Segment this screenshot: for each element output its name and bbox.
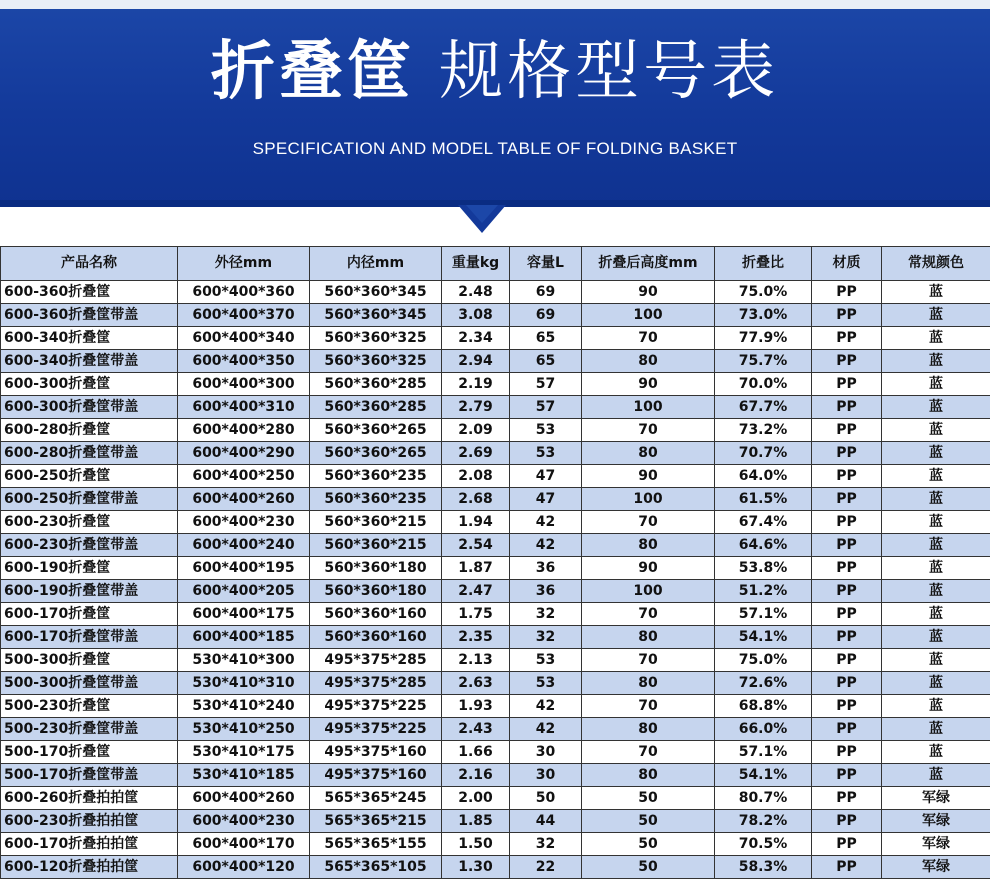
cell-fold-ratio: 77.9% (715, 327, 812, 350)
cell-material: PP (812, 350, 882, 373)
cell-material: PP (812, 488, 882, 511)
cell-material: PP (812, 580, 882, 603)
cell-color: 蓝 (882, 281, 990, 304)
cell-folded-height: 70 (582, 649, 715, 672)
cell-material: PP (812, 833, 882, 856)
cell-product-name: 600-360折叠筐带盖 (1, 304, 178, 327)
cell-weight: 2.13 (442, 649, 510, 672)
cell-folded-height: 70 (582, 419, 715, 442)
cell-weight: 1.85 (442, 810, 510, 833)
cell-folded-height: 100 (582, 304, 715, 327)
cell-outer-size: 600*400*350 (178, 350, 310, 373)
cell-color: 军绿 (882, 810, 990, 833)
cell-folded-height: 80 (582, 672, 715, 695)
cell-capacity: 42 (510, 511, 582, 534)
cell-weight: 2.69 (442, 442, 510, 465)
column-header-material: 材质 (812, 247, 882, 281)
cell-fold-ratio: 64.6% (715, 534, 812, 557)
cell-outer-size: 600*400*340 (178, 327, 310, 350)
cell-inner-size: 495*375*160 (310, 764, 442, 787)
cell-folded-height: 50 (582, 833, 715, 856)
cell-outer-size: 600*400*290 (178, 442, 310, 465)
cell-material: PP (812, 557, 882, 580)
cell-weight: 2.34 (442, 327, 510, 350)
cell-material: PP (812, 672, 882, 695)
cell-material: PP (812, 534, 882, 557)
cell-product-name: 600-300折叠筐 (1, 373, 178, 396)
title-spec-table: 规格型号表 (439, 35, 780, 109)
cell-color: 蓝 (882, 511, 990, 534)
cell-material: PP (812, 396, 882, 419)
cell-color: 蓝 (882, 465, 990, 488)
cell-product-name: 600-250折叠筐 (1, 465, 178, 488)
cell-inner-size: 565*365*215 (310, 810, 442, 833)
cell-outer-size: 600*400*205 (178, 580, 310, 603)
table-row (1, 442, 990, 465)
column-header-fold-ratio: 折叠比 (715, 247, 812, 281)
cell-fold-ratio: 67.7% (715, 396, 812, 419)
cell-inner-size: 560*360*235 (310, 488, 442, 511)
cell-material: PP (812, 465, 882, 488)
cell-folded-height: 100 (582, 488, 715, 511)
cell-fold-ratio: 58.3% (715, 856, 812, 879)
cell-fold-ratio: 61.5% (715, 488, 812, 511)
cell-capacity: 30 (510, 764, 582, 787)
cell-color: 蓝 (882, 419, 990, 442)
cell-capacity: 47 (510, 488, 582, 511)
column-header-inner-size: 内径mm (310, 247, 442, 281)
cell-folded-height: 90 (582, 281, 715, 304)
cell-fold-ratio: 72.6% (715, 672, 812, 695)
table-row (1, 626, 990, 649)
cell-weight: 2.68 (442, 488, 510, 511)
column-header-outer-size: 外径mm (178, 247, 310, 281)
cell-folded-height: 80 (582, 764, 715, 787)
table-row (1, 649, 990, 672)
cell-color: 蓝 (882, 488, 990, 511)
cell-inner-size: 495*375*160 (310, 741, 442, 764)
table-row (1, 327, 990, 350)
cell-inner-size: 560*360*345 (310, 281, 442, 304)
cell-outer-size: 600*400*120 (178, 856, 310, 879)
cell-outer-size: 600*400*250 (178, 465, 310, 488)
table-row (1, 764, 990, 787)
cell-folded-height: 80 (582, 534, 715, 557)
cell-folded-height: 80 (582, 442, 715, 465)
cell-capacity: 36 (510, 580, 582, 603)
table-body (1, 281, 990, 879)
cell-color: 蓝 (882, 764, 990, 787)
table-row (1, 488, 990, 511)
cell-weight: 2.09 (442, 419, 510, 442)
cell-weight: 2.63 (442, 672, 510, 695)
table-row (1, 695, 990, 718)
cell-fold-ratio: 73.2% (715, 419, 812, 442)
cell-inner-size: 560*360*265 (310, 419, 442, 442)
cell-fold-ratio: 68.8% (715, 695, 812, 718)
cell-folded-height: 50 (582, 856, 715, 879)
table-row (1, 534, 990, 557)
cell-product-name: 600-250折叠筐带盖 (1, 488, 178, 511)
cell-inner-size: 560*360*235 (310, 465, 442, 488)
cell-outer-size: 600*400*280 (178, 419, 310, 442)
cell-outer-size: 530*410*250 (178, 718, 310, 741)
table-row (1, 465, 990, 488)
cell-color: 蓝 (882, 350, 990, 373)
cell-weight: 2.16 (442, 764, 510, 787)
cell-product-name: 600-170折叠拍拍筐 (1, 833, 178, 856)
cell-material: PP (812, 603, 882, 626)
cell-material: PP (812, 511, 882, 534)
table-row (1, 787, 990, 810)
column-header-folded-height: 折叠后高度mm (582, 247, 715, 281)
cell-fold-ratio: 51.2% (715, 580, 812, 603)
cell-folded-height: 80 (582, 626, 715, 649)
cell-weight: 1.30 (442, 856, 510, 879)
cell-weight: 2.43 (442, 718, 510, 741)
cell-capacity: 32 (510, 833, 582, 856)
cell-material: PP (812, 764, 882, 787)
cell-fold-ratio: 64.0% (715, 465, 812, 488)
cell-color: 军绿 (882, 787, 990, 810)
cell-capacity: 32 (510, 626, 582, 649)
table-row (1, 810, 990, 833)
cell-material: PP (812, 787, 882, 810)
cell-weight: 2.00 (442, 787, 510, 810)
cell-inner-size: 565*365*105 (310, 856, 442, 879)
cell-product-name: 500-300折叠筐带盖 (1, 672, 178, 695)
cell-weight: 2.47 (442, 580, 510, 603)
table-row (1, 350, 990, 373)
cell-capacity: 42 (510, 695, 582, 718)
cell-product-name: 500-230折叠筐带盖 (1, 718, 178, 741)
table-row (1, 580, 990, 603)
cell-fold-ratio: 53.8% (715, 557, 812, 580)
cell-capacity: 36 (510, 557, 582, 580)
cell-capacity: 53 (510, 442, 582, 465)
cell-product-name: 600-120折叠拍拍筐 (1, 856, 178, 879)
cell-capacity: 30 (510, 741, 582, 764)
cell-inner-size: 560*360*160 (310, 626, 442, 649)
cell-capacity: 57 (510, 396, 582, 419)
cell-capacity: 44 (510, 810, 582, 833)
cell-capacity: 69 (510, 304, 582, 327)
cell-fold-ratio: 54.1% (715, 626, 812, 649)
cell-inner-size: 495*375*285 (310, 649, 442, 672)
cell-outer-size: 600*400*230 (178, 511, 310, 534)
cell-material: PP (812, 304, 882, 327)
cell-inner-size: 560*360*285 (310, 373, 442, 396)
cell-inner-size: 495*375*285 (310, 672, 442, 695)
cell-outer-size: 530*410*175 (178, 741, 310, 764)
cell-inner-size: 495*375*225 (310, 695, 442, 718)
cell-folded-height: 90 (582, 373, 715, 396)
cell-outer-size: 600*400*370 (178, 304, 310, 327)
cell-color: 蓝 (882, 741, 990, 764)
cell-weight: 1.75 (442, 603, 510, 626)
cell-color: 蓝 (882, 373, 990, 396)
cell-fold-ratio: 70.7% (715, 442, 812, 465)
table-row (1, 373, 990, 396)
cell-product-name: 600-170折叠筐带盖 (1, 626, 178, 649)
table-row (1, 281, 990, 304)
cell-product-name: 600-230折叠筐 (1, 511, 178, 534)
cell-inner-size: 560*360*215 (310, 511, 442, 534)
cell-inner-size: 495*375*225 (310, 718, 442, 741)
table-row (1, 741, 990, 764)
cell-fold-ratio: 54.1% (715, 764, 812, 787)
cell-capacity: 42 (510, 718, 582, 741)
cell-weight: 2.79 (442, 396, 510, 419)
cell-product-name: 600-230折叠筐带盖 (1, 534, 178, 557)
table-row (1, 557, 990, 580)
cell-color: 蓝 (882, 718, 990, 741)
cell-color: 军绿 (882, 833, 990, 856)
cell-weight: 1.66 (442, 741, 510, 764)
cell-weight: 2.19 (442, 373, 510, 396)
cell-product-name: 500-230折叠筐 (1, 695, 178, 718)
cell-material: PP (812, 281, 882, 304)
cell-weight: 2.35 (442, 626, 510, 649)
table-header-row (1, 247, 990, 281)
cell-folded-height: 70 (582, 327, 715, 350)
cell-outer-size: 530*410*185 (178, 764, 310, 787)
cell-fold-ratio: 70.5% (715, 833, 812, 856)
cell-outer-size: 600*400*175 (178, 603, 310, 626)
cell-inner-size: 560*360*180 (310, 580, 442, 603)
cell-color: 军绿 (882, 856, 990, 879)
cell-fold-ratio: 75.0% (715, 281, 812, 304)
cell-capacity: 32 (510, 603, 582, 626)
cell-outer-size: 600*400*260 (178, 787, 310, 810)
cell-fold-ratio: 75.0% (715, 649, 812, 672)
cell-weight: 1.87 (442, 557, 510, 580)
cell-capacity: 65 (510, 350, 582, 373)
cell-capacity: 69 (510, 281, 582, 304)
cell-fold-ratio: 66.0% (715, 718, 812, 741)
cell-fold-ratio: 73.0% (715, 304, 812, 327)
cell-folded-height: 100 (582, 396, 715, 419)
cell-color: 蓝 (882, 603, 990, 626)
cell-folded-height: 90 (582, 557, 715, 580)
cell-product-name: 600-280折叠筐带盖 (1, 442, 178, 465)
cell-fold-ratio: 70.0% (715, 373, 812, 396)
cell-capacity: 47 (510, 465, 582, 488)
cell-weight: 1.94 (442, 511, 510, 534)
cell-color: 蓝 (882, 534, 990, 557)
banner-pointer-arrow-inner (466, 205, 498, 223)
cell-inner-size: 565*365*245 (310, 787, 442, 810)
cell-weight: 2.08 (442, 465, 510, 488)
cell-product-name: 600-230折叠拍拍筐 (1, 810, 178, 833)
cell-product-name: 600-340折叠筐带盖 (1, 350, 178, 373)
cell-material: PP (812, 718, 882, 741)
cell-folded-height: 80 (582, 350, 715, 373)
cell-color: 蓝 (882, 695, 990, 718)
cell-color: 蓝 (882, 649, 990, 672)
cell-product-name: 600-190折叠筐 (1, 557, 178, 580)
cell-color: 蓝 (882, 626, 990, 649)
cell-material: PP (812, 649, 882, 672)
cell-material: PP (812, 741, 882, 764)
page-subtitle: SPECIFICATION AND MODEL TABLE OF FOLDING BASKET (252, 139, 738, 158)
cell-material: PP (812, 626, 882, 649)
cell-product-name: 600-300折叠筐带盖 (1, 396, 178, 419)
cell-inner-size: 560*360*345 (310, 304, 442, 327)
cell-inner-size: 565*365*155 (310, 833, 442, 856)
cell-color: 蓝 (882, 580, 990, 603)
cell-outer-size: 600*400*195 (178, 557, 310, 580)
cell-capacity: 50 (510, 787, 582, 810)
cell-outer-size: 600*400*310 (178, 396, 310, 419)
cell-color: 蓝 (882, 672, 990, 695)
cell-folded-height: 80 (582, 718, 715, 741)
cell-weight: 2.94 (442, 350, 510, 373)
cell-product-name: 500-170折叠筐带盖 (1, 764, 178, 787)
table-row (1, 511, 990, 534)
cell-capacity: 53 (510, 649, 582, 672)
cell-inner-size: 560*360*265 (310, 442, 442, 465)
cell-outer-size: 530*410*300 (178, 649, 310, 672)
cell-color: 蓝 (882, 557, 990, 580)
cell-capacity: 65 (510, 327, 582, 350)
column-header-color: 常规颜色 (882, 247, 990, 281)
cell-weight: 3.08 (442, 304, 510, 327)
cell-product-name: 600-260折叠拍拍筐 (1, 787, 178, 810)
cell-fold-ratio: 80.7% (715, 787, 812, 810)
header-banner (0, 0, 990, 207)
cell-outer-size: 600*400*300 (178, 373, 310, 396)
cell-outer-size: 600*400*230 (178, 810, 310, 833)
table-row (1, 672, 990, 695)
cell-outer-size: 600*400*260 (178, 488, 310, 511)
cell-product-name: 500-170折叠筐 (1, 741, 178, 764)
page-title (0, 30, 990, 114)
table-row (1, 304, 990, 327)
cell-product-name: 600-190折叠筐带盖 (1, 580, 178, 603)
cell-weight: 1.50 (442, 833, 510, 856)
cell-material: PP (812, 373, 882, 396)
cell-product-name: 600-340折叠筐 (1, 327, 178, 350)
cell-outer-size: 600*400*360 (178, 281, 310, 304)
cell-inner-size: 560*360*285 (310, 396, 442, 419)
cell-capacity: 57 (510, 373, 582, 396)
table-row (1, 833, 990, 856)
cell-folded-height: 70 (582, 603, 715, 626)
cell-folded-height: 70 (582, 695, 715, 718)
cell-material: PP (812, 419, 882, 442)
cell-material: PP (812, 442, 882, 465)
cell-fold-ratio: 75.7% (715, 350, 812, 373)
cell-color: 蓝 (882, 327, 990, 350)
cell-capacity: 22 (510, 856, 582, 879)
cell-capacity: 42 (510, 534, 582, 557)
cell-capacity: 53 (510, 672, 582, 695)
cell-outer-size: 530*410*240 (178, 695, 310, 718)
cell-outer-size: 530*410*310 (178, 672, 310, 695)
cell-product-name: 500-300折叠筐 (1, 649, 178, 672)
cell-fold-ratio: 57.1% (715, 603, 812, 626)
table-row (1, 603, 990, 626)
banner-top-stripe (0, 0, 990, 9)
cell-weight: 1.93 (442, 695, 510, 718)
table-row (1, 718, 990, 741)
table-row (1, 419, 990, 442)
cell-folded-height: 70 (582, 511, 715, 534)
cell-outer-size: 600*400*170 (178, 833, 310, 856)
column-header-product-name: 产品名称 (1, 247, 178, 281)
cell-material: PP (812, 327, 882, 350)
spec-table (0, 246, 990, 879)
cell-weight: 2.48 (442, 281, 510, 304)
cell-fold-ratio: 57.1% (715, 741, 812, 764)
cell-folded-height: 70 (582, 741, 715, 764)
cell-inner-size: 560*360*325 (310, 350, 442, 373)
title-product-name: 折叠筐 (210, 35, 415, 109)
cell-weight: 2.54 (442, 534, 510, 557)
cell-outer-size: 600*400*240 (178, 534, 310, 557)
cell-inner-size: 560*360*180 (310, 557, 442, 580)
cell-color: 蓝 (882, 396, 990, 419)
cell-inner-size: 560*360*325 (310, 327, 442, 350)
cell-inner-size: 560*360*160 (310, 603, 442, 626)
cell-inner-size: 560*360*215 (310, 534, 442, 557)
table-row (1, 396, 990, 419)
cell-folded-height: 50 (582, 810, 715, 833)
cell-product-name: 600-360折叠筐 (1, 281, 178, 304)
column-header-capacity: 容量L (510, 247, 582, 281)
cell-material: PP (812, 810, 882, 833)
cell-color: 蓝 (882, 304, 990, 327)
cell-color: 蓝 (882, 442, 990, 465)
cell-outer-size: 600*400*185 (178, 626, 310, 649)
cell-product-name: 600-280折叠筐 (1, 419, 178, 442)
cell-material: PP (812, 856, 882, 879)
cell-material: PP (812, 695, 882, 718)
cell-folded-height: 100 (582, 580, 715, 603)
column-header-weight: 重量kg (442, 247, 510, 281)
cell-capacity: 53 (510, 419, 582, 442)
cell-product-name: 600-170折叠筐 (1, 603, 178, 626)
cell-folded-height: 90 (582, 465, 715, 488)
cell-fold-ratio: 78.2% (715, 810, 812, 833)
table-row (1, 856, 990, 879)
cell-fold-ratio: 67.4% (715, 511, 812, 534)
cell-folded-height: 50 (582, 787, 715, 810)
